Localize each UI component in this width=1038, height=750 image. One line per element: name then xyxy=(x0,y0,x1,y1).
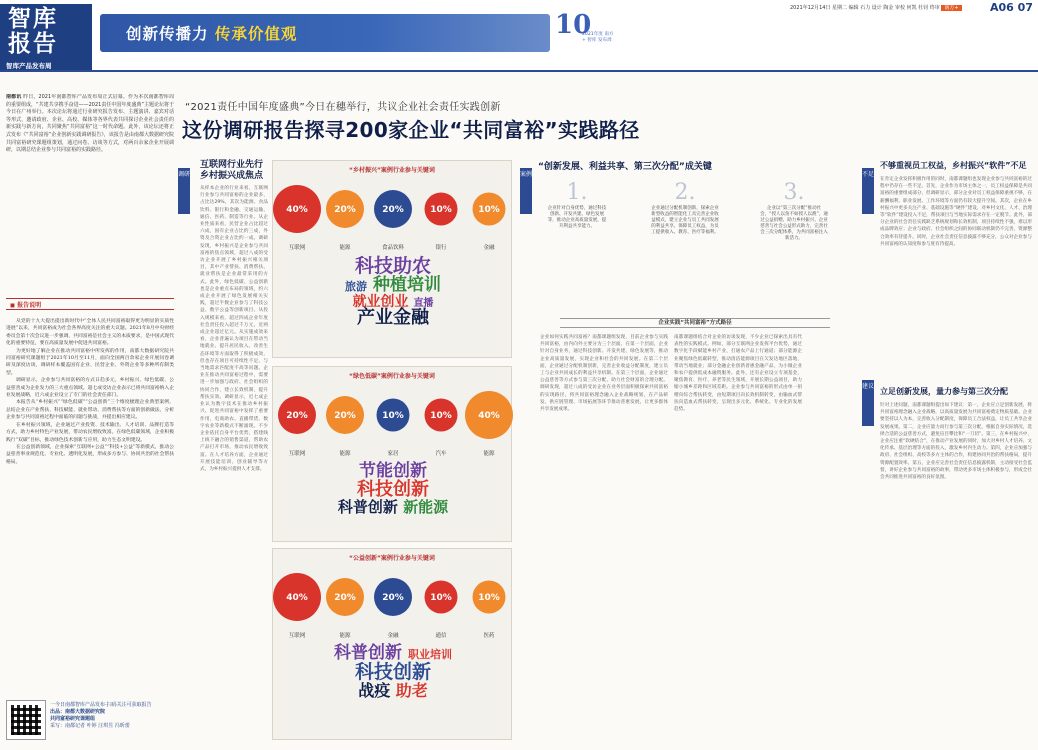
slice-category-label: 互联网 xyxy=(288,245,306,251)
strip-shortfall: 不足 xyxy=(862,168,874,214)
panel-rural xyxy=(272,160,512,358)
anniversary-emblem xyxy=(555,10,615,62)
keyword: 科技创新 xyxy=(357,478,429,500)
pie-slice xyxy=(374,190,412,251)
slice-value-label: 20% xyxy=(382,593,404,603)
pie-slice xyxy=(326,578,364,639)
step-2 xyxy=(650,180,720,236)
panel-green-title: “绿色低碳”案例行业参与关键词 xyxy=(349,373,435,380)
report-header-icon: ◼ xyxy=(10,302,18,309)
credit-line: 一今日南都智库产品发布·扫码关注可获取报告 xyxy=(50,702,152,708)
keyword: 助老 xyxy=(395,680,428,700)
qr-code-icon xyxy=(11,705,41,735)
keyword: 战疫 xyxy=(358,680,391,700)
step-text: 企业通过分配机制创新，探索企业新型收益的智能化工具完善企业收益模式，建立企业与员工共同发展的利益共享，保障员工权益，为员工提供收入、教育、医疗等福利。 xyxy=(651,206,719,235)
lead-author: 南都讯 xyxy=(6,94,22,100)
section2-text-b: 南都课题组结合对企业的访谈发现，不少企业已探索出具有代表性的实践模式。例如，部分互联网企业发挥平台优势，通过数字化手段赋能乡村产业，打通农产品上行通道；部分能源企业聚焦绿色低碳转型，推动清洁能源项目在欠发达地区落地，带动当地就业；部分金融企业创新普惠金融产品，为小微企业和农户提供低成本融资服务。此外，还有企业设立专项基金，聚焦教育、医疗、养老等民生领域，开展长期公益项目，助力缩小城乡差距和区域差距。企业参与共同富裕的形式由单一捐赠向综合帮扶转变，由短期项目向长效机制转变，由输血式帮扶向造血式帮扶转变，呈现出多元化、系统化、专业化的发展趋势。 xyxy=(674,335,802,413)
main-headline: 这份调研报告探寻200家企业“共同富裕”实践路径 xyxy=(182,118,640,142)
pie-slice xyxy=(473,193,506,252)
strip-cases: 案例 xyxy=(520,168,532,214)
step-3 xyxy=(760,180,828,242)
credit-line: 采写：南都记者 叶婷 汪琪昱 冯昕蕾 xyxy=(50,723,130,729)
slice-value-label: 10% xyxy=(430,593,452,603)
page-number: A06 07 xyxy=(990,1,1033,14)
chart-public xyxy=(273,563,513,643)
keyword: 科普创新 xyxy=(337,497,398,516)
pie-slice xyxy=(326,396,364,457)
slice-category-label: 能源 xyxy=(339,451,351,457)
section3-text: 在肯定企业发挥积极作用的同时，南都课题组也发现企业参与共同富裕的过程中仍存在一些不足。首先，企业作为市场主体之一，员工权益保障是共同富裕的重要组成部分，但调研显示，部分企业对员工权益保障重视不够，在薪酬福利、职业发展、工作环境等方面仍有较大提升空间。其次，企业在乡村振兴中更多关注产业、基础设施等“硬件”建设，对乡村文化、人才、治理等“软件”建设投入不足，帮扶项目与当地实际需求存在一定脱节。此外，部分企业的社会责任实践缺乏系统规划和长效机制，项目持续性不强，难以形成品牌效应；企业与政府、社会组织之间的协同联动机制仍不完善，资源整合效率有待提升。同时，企业社会责任信息披露不够充分，公众对企业参与共同富裕的认知度和参与度有待提高。 xyxy=(880,177,1032,247)
logo-line-1: 智库 xyxy=(8,6,58,32)
slice-category-label: 通信 xyxy=(435,633,447,639)
section3-body xyxy=(880,176,1032,372)
report-para: 为更好地了解企业在推动共同富裕中所发挥的作用，南都大数据研究院共同富裕研究课题组于2021年10月至11月，面向全国两百余家企业开展问卷调研及深度访谈，调研样本覆盖国有企业、民营企业、外资企业等多种所有制类型。 xyxy=(6,348,174,376)
lead-paragraph xyxy=(6,94,174,294)
slice-value-label: 10% xyxy=(430,411,452,421)
slice-category-label: 能源 xyxy=(483,451,495,457)
wordcloud-rural xyxy=(273,257,513,357)
section1-title-line1: 互联网行业先行 xyxy=(200,160,264,170)
keyword: 科普创新 xyxy=(334,643,403,663)
keyword: 就业创业 xyxy=(352,293,409,310)
slice-category-label: 互联网 xyxy=(288,451,306,457)
keyword: 旅游 xyxy=(345,279,368,293)
credit-line: 共同富裕研究课题组 xyxy=(50,716,96,722)
emblem-number: 10 xyxy=(555,10,592,40)
logo-title xyxy=(8,7,88,57)
slice-value-label: 20% xyxy=(334,411,356,421)
slice-value-label: 10% xyxy=(478,593,500,603)
strip-survey: 调研 xyxy=(178,168,190,214)
slice-category-label: 食品饮料 xyxy=(381,245,405,251)
report-header xyxy=(6,298,174,310)
section2-body-a xyxy=(540,334,668,740)
slice-value-label: 40% xyxy=(286,205,308,215)
report-para: 调研显示，企业参与共同富裕的方式日趋多元，乡村振兴、绿色低碳、公益慈善成为企业发力的三大重点领域。超七成受访企业表示已将共同富裕纳入企业发展战略，近六成企业设立了专门的社会责任部门。 xyxy=(6,378,174,399)
slice-value-label: 20% xyxy=(286,411,308,421)
panel-rural-title: “乡村振兴”案例行业参与关键词 xyxy=(349,167,435,174)
slice-category-label: 汽车 xyxy=(435,451,447,457)
slice-category-label: 银行 xyxy=(435,245,447,251)
step-text: 企业针对自身优势，通过科技创新、开发共建、绿色发展等，推动企业高质量发展，提升利益共享能力。 xyxy=(547,206,607,229)
slice-category-label: 能源 xyxy=(339,245,351,251)
panel-green xyxy=(272,366,512,542)
panel-public-title: “公益创新”案例行业参与关键词 xyxy=(349,555,435,562)
date-line xyxy=(790,4,962,11)
strip-advice: 建议 xyxy=(862,380,874,426)
date-text: 2021年12月14日 星期二 编辑 石力 设计 陶金 审校 何凯 杜钊 终审 xyxy=(790,5,940,11)
report-para: 从党的十九大提出提出新时代中“全体人民共同富裕取得更为明显的实质性进展”以来，共同富裕成为社会各界高度关注的重大议题。2021年8月中央财经委员会第十次会议进一步强调，共同富裕是社会主义的本质要求，是中国式现代化的重要特征，要在高质量发展中促进共同富裕。 xyxy=(6,319,174,347)
slice-value-label: 40% xyxy=(478,411,500,421)
steps-row xyxy=(540,180,856,310)
keyword: 直播 xyxy=(413,297,434,309)
chart-rural-svg xyxy=(273,175,513,255)
step-number: 1. xyxy=(566,180,588,205)
section2-title: “创新发展、利益共享、第三次分配”成关键 xyxy=(538,162,712,172)
pie-slice xyxy=(425,193,458,252)
slice-value-label: 20% xyxy=(334,205,356,215)
credit-line: 出品：南都大数据研究院 xyxy=(50,709,106,715)
section2-body-b xyxy=(674,334,802,740)
slice-value-label: 20% xyxy=(334,593,356,603)
pie-slice xyxy=(273,573,321,639)
masthead xyxy=(0,0,1038,72)
slice-value-label: 10% xyxy=(382,411,404,421)
slice-category-label: 互联网 xyxy=(288,633,306,639)
date-tag: 南方+ xyxy=(941,5,961,11)
pie-slice xyxy=(374,578,412,639)
slice-value-label: 10% xyxy=(478,205,500,215)
keyword: 职业培训 xyxy=(407,648,452,661)
credits xyxy=(50,702,174,730)
section3-title: 不够重视员工权益，乡村振兴“软件”不足 xyxy=(880,161,1027,170)
keyword: 科技创新 xyxy=(354,660,431,683)
logo-subtitle: 智库产品发布周 xyxy=(6,62,52,70)
step-1 xyxy=(546,180,608,230)
report-para: 本报告从“乡村振兴”“绿色低碳”“公益创新”三个维度梳理企业典型案例，总结企业在产业帮扶、科技赋能、就业带动、消费帮扶等方面的创新做法，分析企业参与共同富裕过程中面临的问题与挑战，并提出相应建议。 xyxy=(6,400,174,421)
section4-title: 立足创新发展，量力参与第三次分配 xyxy=(880,387,1008,396)
keyword: 节能创新 xyxy=(359,461,427,481)
keyword: 产业金融 xyxy=(357,307,429,329)
pie-slice xyxy=(425,581,458,640)
section1-text: 从样本企业的行业来看，互联网行业参与共同富裕的企业最多，占比达29%，其次为能源、食品饮料、银行和金融、交通运输、通信、医药、制造等行业。从企业性质来看，民营企业占比超过六成，国有企业占比约三成，外资及合资企业占比约一成。调研发现，乡村振兴是企业参与共同富裕的焦点领域，超过八成的受访企业开展了乡村振兴相关项目，其中产业帮扶、消费帮扶、就业帮扶是企业最常采用的方式。此外，绿色低碳、公益创新也是企业重点布局的领域，约六成企业开展了绿色发展相关实践，超过半数企业参与了科技公益、数字公益等创新项目。从投入规模来看，超过四成企业年度社会责任投入超过千万元，近两成企业超过亿元。从实施成效来看，企业普遍认为项目在带动当地就业、提升居民收入、改善生态环境等方面取得了积极成效，但也存在项目可持续性不足、与当地需求匹配度不高等问题。企业在推动共同富裕过程中，需要进一步加强与政府、社会组织的协同合作，建立长效机制，提升帮扶实效。调研显示，近七成企业认为数字技术在推动乡村振兴、促进共同富裕中发挥了重要作用，电商助农、直播带货、数字农业等新模式不断涌现。不少企业依托自身平台优势，搭建线上线下融合的销售渠道，帮助农产品打开市场，推动农民增收致富。在人才培养方面，企业通过开展技能培训、创业辅导等方式，为乡村振兴提供人才支撑。 xyxy=(200,186,268,472)
report-header-text: 报告说明 xyxy=(17,302,42,309)
top-rule xyxy=(0,70,1038,72)
pie-slice xyxy=(326,190,364,251)
keyword: 种植培训 xyxy=(372,274,441,295)
step-number: 2. xyxy=(674,180,696,205)
logo-line-2: 报告 xyxy=(8,31,58,57)
pie-slice xyxy=(425,399,458,458)
step-text: 企业以“第三次分配”推动社会，“授人以鱼不如授人以渔”，通过公益捐赠、助力乡村振兴、企业慈善与社会公益形式助力，完善社会三次分配体系，为共同富裕注入新活力。 xyxy=(760,206,828,241)
keyword: 科技助农 xyxy=(354,255,431,277)
report-para: 在乡村振兴领域，企业通过产业投资、技术输出、人才培训、品牌打造等方式，助力乡村特色产业发展，带动农民增收致富。在绿色低碳领域，企业积极践行“双碳”目标，推动绿色技术创新与应用，助力生态文明建设。 xyxy=(6,422,174,443)
section2-text-a: 企业如何实践共同富裕？南都课题组发现，目前企业参与实践共同富裕，由内向外主要分为三个层面。在第一个层面，企业针对自身业务，通过科技创新、开发共建、绿色发展等，推动企业高质量发展，实现企业和社会的共同发展。在第二个层面，企业通过分配机制创新，完善企业收益分配制度，建立员工与企业共同成长的利益共享机制。在第三个层面，企业通过公益慈善等方式参与第三次分配，助力社会财富的合理分配。调研发现，超过八成的受访企业在业务层面积极探索共同富裕的实现路径，将共同富裕理念融入企业战略规划，在产品研发、供应链管理、市场拓展等环节推动普惠发展，让更多群体共享发展成果。 xyxy=(540,335,668,413)
wordcloud-green xyxy=(273,463,513,541)
section1-title-line2: 乡村振兴成焦点 xyxy=(200,171,264,181)
pie-slice xyxy=(465,391,513,457)
slice-value-label: 10% xyxy=(430,205,452,215)
chart-rural xyxy=(273,175,513,255)
slice-category-label: 金融 xyxy=(483,245,495,251)
section4-text: 针对上述问题，南都课题组提出如下建议：第一，企业应立足创新发展，将共同富裕理念融入企业战略，以高质量发展为共同富裕奠定物质基础。企业要坚持以人为本，完善收入分配制度，保障员工合法权益，让员工共享企业发展成果。第二，企业应量力而行参与第三次分配，根据自身实际情况，选择合适的公益慈善方式，避免盲目攀比和“一刀切”。第三，在乡村振兴中，企业应注重“软硬结合”，在推动产业发展的同时，加大对乡村人才培养、文化传承、基层治理等方面的投入，激发乡村内生动力。第四，企业应加强与政府、社会组织、高校等多方主体的合作，构建协同共治的帮扶格局，提升资源配置效率。第五，企业应完善社会责任信息披露机制，主动接受社会监督，讲好企业参与共同富裕的故事，带动更多市场主体积极参与，形成全社会共同推进共同富裕的良好氛围。 xyxy=(880,403,1032,481)
slice-category-label: 金融 xyxy=(387,633,399,639)
panel-public xyxy=(272,548,512,740)
emblem-caption: 2021年度 南方+ 智库 发布周 xyxy=(582,32,614,43)
kicker-headline: “2021责任中国年度盛典”今日在穗举行，共议企业社会责任实践创新 xyxy=(185,102,501,113)
section2-subhead: 企业实践“共同富裕”方式路径 xyxy=(560,318,830,328)
pie-slice xyxy=(377,399,410,458)
slogan-banner xyxy=(100,14,550,52)
slice-category-label: 家居 xyxy=(387,451,399,457)
slogan-part-1: 创新传播力 xyxy=(126,25,215,43)
wordcloud-public xyxy=(273,645,513,739)
chart-public-svg xyxy=(273,563,513,643)
report-para: 在公益创新领域，企业探索“互联网+公益”“科技+公益”等新模式，推动公益慈善事业规范化、专业化、透明化发展，形成多方参与、协同共治的社会帮扶格局。 xyxy=(6,444,174,465)
section1-title xyxy=(200,160,270,182)
section-logo xyxy=(0,4,92,70)
pie-slice xyxy=(278,396,316,457)
lead-text: 昨日，2021年南都智库产品发布周正式启幕。作为本次南都智库周的重要组成，“共建共享携手奋进——2021责任中国年度盛典”主题论坛将于今日在广州举行。本次论坛将通过行业研究报告发布、主题演讲、嘉宾对话等形式，邀请政府、企业、高校、媒体等各界代表共同探讨企业社会责任的新实践与新方向，共同聚焦“共同富裕”这一时代命题。此外，该论坛还将正式发布《“共同富裕”企业创新实践调研报告》，该报告是由南都大数据研究院共同富裕研究课题组策划，通过问卷、访谈等方式，对两百余家企业开展调研，以期总结企业参与共同富裕的实践路径。 xyxy=(6,94,174,154)
qr-code[interactable] xyxy=(6,700,46,740)
report-body xyxy=(6,318,174,698)
section1-body xyxy=(200,185,268,740)
step-number: 3. xyxy=(783,180,805,205)
slogan-text xyxy=(126,22,297,44)
slice-category-label: 能源 xyxy=(339,633,351,639)
pie-slice xyxy=(473,581,506,640)
slice-value-label: 20% xyxy=(382,205,404,215)
chart-green xyxy=(273,381,513,461)
slogan-part-2: 传承价值观 xyxy=(214,25,298,43)
keyword: 新能源 xyxy=(403,497,449,516)
slice-category-label: 医药 xyxy=(483,633,495,639)
slice-value-label: 40% xyxy=(286,593,308,603)
pie-slice xyxy=(273,185,321,251)
chart-green-svg xyxy=(273,381,513,461)
section4-body xyxy=(880,402,1032,740)
